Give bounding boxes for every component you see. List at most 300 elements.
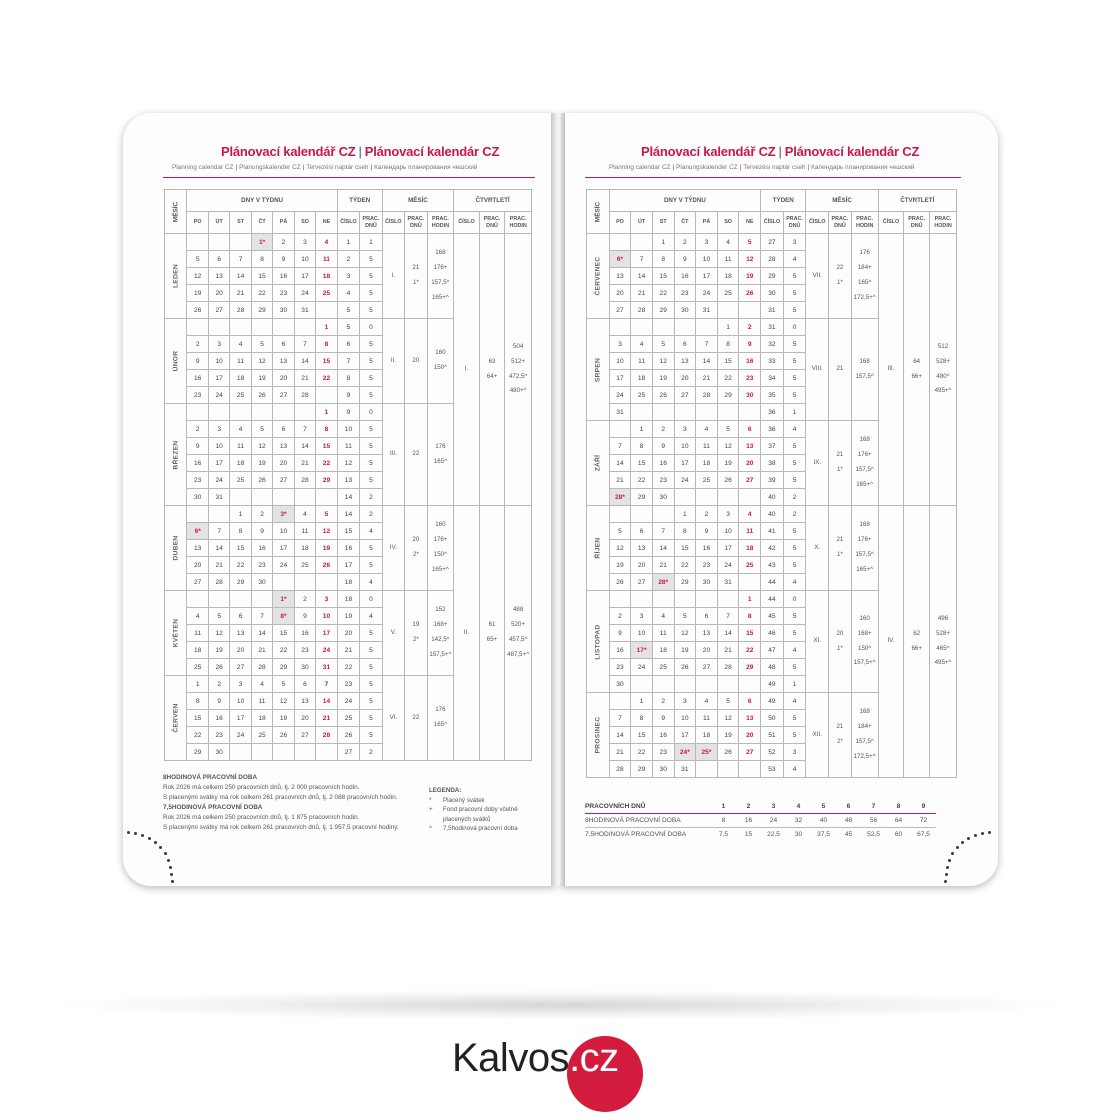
day-cell: 6 — [739, 693, 761, 710]
quarter-roman: II. — [454, 506, 480, 761]
day-cell: 20 — [631, 557, 653, 574]
day-cell: 13 — [294, 693, 315, 710]
day-cell: 18 — [717, 268, 739, 285]
week-number: 16 — [337, 540, 359, 557]
day-cell — [316, 574, 338, 591]
month-roman: VI. — [382, 676, 404, 761]
summary-value: 45 — [844, 831, 853, 838]
day-cell: 17 — [717, 540, 739, 557]
day-cell: 28 — [609, 761, 631, 778]
day-cell: 19 — [251, 455, 272, 472]
week-number: 5 — [337, 302, 359, 319]
day-cell: 8 — [187, 693, 208, 710]
value: 528+ — [936, 357, 950, 365]
day-cell: 12 — [273, 693, 294, 710]
summary-col: 4 — [786, 800, 811, 814]
logo-name: Kalvos — [452, 1036, 570, 1080]
week-work-days: 0 — [783, 319, 806, 336]
day-cell — [717, 404, 739, 421]
day-cell: 7 — [230, 251, 251, 268]
day-cell: 25 — [696, 472, 718, 489]
day-cell: 17 — [316, 625, 338, 642]
day-cell: 11 — [187, 625, 208, 642]
day-cell: 29 — [739, 659, 761, 676]
header-month-group: MĚSÍC — [382, 190, 454, 212]
value: 176 — [859, 249, 870, 257]
day-cell: 10 — [696, 251, 718, 268]
right-page-title: Plánovací kalendář CZ | Plánovací kalendár CZ — [641, 144, 920, 159]
day-cell — [739, 676, 761, 693]
value: 168 — [859, 357, 870, 365]
day-cell: 8 — [674, 523, 696, 540]
summary-col: 5 — [811, 800, 836, 814]
header-day-út: ÚT — [208, 212, 229, 234]
header-day-so: SO — [294, 212, 315, 234]
day-cell: 14 — [294, 353, 315, 370]
open-calendar-book — [123, 113, 998, 888]
week-number: 30 — [761, 285, 784, 302]
day-cell: 20 — [208, 285, 229, 302]
day-cell: 26 — [273, 727, 294, 744]
day-cell: 24 — [717, 557, 739, 574]
week-work-days: 5 — [783, 302, 806, 319]
value: 20 — [412, 356, 420, 364]
day-cell: 22 — [187, 727, 208, 744]
summary-row-label: 8HODINOVÁ PRACOVNÍ DOBA — [585, 814, 711, 828]
month-hours — [851, 591, 878, 693]
day-cell: 13 — [739, 710, 761, 727]
day-cell: 14 — [609, 455, 631, 472]
value: 165^ — [433, 457, 448, 465]
week-work-days: 1 — [783, 404, 806, 421]
week-number: 14 — [337, 506, 359, 523]
day-cell: 31 — [674, 761, 696, 778]
header-sub-2: ČÍSLO — [382, 212, 404, 234]
day-cell — [717, 302, 739, 319]
summary-col: 2 — [736, 800, 761, 814]
day-cell: 14 — [631, 268, 653, 285]
day-cell: 22 — [631, 744, 653, 761]
right-title-rule — [585, 177, 961, 178]
value: 165^ — [858, 279, 872, 286]
day-cell: 13 — [739, 438, 761, 455]
day-cell: 19 — [717, 727, 739, 744]
day-cell: 31 — [696, 302, 718, 319]
day-cell: 9 — [187, 353, 208, 370]
kalvos-logo[interactable] — [452, 1036, 619, 1081]
week-number: 35 — [761, 387, 784, 404]
week-work-days: 5 — [360, 387, 382, 404]
notes-8h-line1: Rok 2026 má celkem 250 pracovních dnů, tj. 2 000 pracovních hodin. — [163, 784, 360, 791]
week-work-days: 5 — [360, 421, 382, 438]
day-cell: 19 — [273, 710, 294, 727]
month-label: LISTOPAD — [587, 591, 610, 693]
day-cell — [187, 591, 208, 608]
month-roman: IV. — [382, 506, 404, 591]
summary-col: 3 — [761, 800, 786, 814]
week-number: 15 — [337, 523, 359, 540]
day-cell: 22 — [717, 370, 739, 387]
value: 1* — [836, 466, 843, 473]
week-number: 1 — [337, 234, 359, 251]
day-cell: 10 — [631, 625, 653, 642]
week-work-days: 5 — [783, 710, 806, 727]
day-cell: 2 — [187, 421, 208, 438]
day-cell — [273, 404, 294, 421]
value: 487,5+^ — [507, 650, 530, 658]
day-cell: 28 — [208, 574, 229, 591]
quarter-work-days — [479, 506, 505, 761]
week-number: 2 — [337, 251, 359, 268]
day-cell: 27 — [739, 472, 761, 489]
summary-value: 37,5 — [817, 831, 830, 838]
value: 165+^ — [856, 565, 874, 573]
summary-row-label: 7,5HODINOVÁ PRACOVNÍ DOBA — [585, 831, 687, 838]
month-hours — [427, 591, 454, 676]
day-cell: 5 — [652, 336, 674, 353]
day-cell: 13 — [187, 540, 208, 557]
day-cell: 29 — [674, 574, 696, 591]
day-cell: 12 — [652, 353, 674, 370]
week-number: 36 — [761, 421, 784, 438]
summary-value: 32 — [786, 814, 811, 828]
day-cell: 9 — [251, 523, 272, 540]
notes-8h-title: 8HODINOVÁ PRACOVNÍ DOBA — [163, 774, 258, 781]
day-cell: 6 — [273, 421, 294, 438]
day-cell: 12 — [187, 268, 208, 285]
day-cell: 7 — [631, 251, 653, 268]
value: 157,5^ — [855, 372, 874, 380]
day-cell: 23 — [273, 285, 294, 302]
day-cell: 27 — [294, 727, 315, 744]
day-cell: 15 — [316, 353, 338, 370]
day-cell: 30 — [696, 574, 718, 591]
day-cell: 7 — [696, 336, 718, 353]
day-cell: 10 — [674, 438, 696, 455]
day-cell: 3 — [674, 421, 696, 438]
value: 160 — [859, 614, 870, 622]
value: 168+ — [433, 621, 448, 629]
day-cell: 17 — [696, 268, 718, 285]
week-number: 51 — [761, 727, 784, 744]
week-work-days: 5 — [360, 251, 382, 268]
day-cell: 17 — [208, 370, 229, 387]
day-cell — [316, 387, 338, 404]
day-cell: 20 — [674, 370, 696, 387]
day-cell — [230, 319, 251, 336]
day-cell: 25 — [316, 285, 338, 302]
day-cell: 21 — [696, 370, 718, 387]
day-cell: 31 — [609, 404, 631, 421]
day-cell: 29 — [652, 302, 674, 319]
day-cell: 21 — [609, 472, 631, 489]
day-cell — [609, 591, 631, 608]
week-work-days: 2 — [360, 506, 382, 523]
week-work-days: 0 — [360, 591, 382, 608]
week-number: 23 — [337, 676, 359, 693]
header-day-čt: ČT — [674, 212, 696, 234]
day-cell: 18 — [631, 370, 653, 387]
summary-col: 8 — [886, 800, 911, 814]
header-day-pá: PÁ — [273, 212, 294, 234]
day-cell: 27 — [631, 574, 653, 591]
value: 157,5^ — [855, 738, 874, 745]
header-month: MĚSÍC — [587, 190, 610, 234]
day-cell: 12 — [674, 625, 696, 642]
week-work-days: 4 — [783, 642, 806, 659]
day-cell: 6 — [739, 421, 761, 438]
day-cell: 10 — [230, 693, 251, 710]
value: 2* — [412, 551, 419, 558]
day-cell: 10 — [674, 710, 696, 727]
week-number: 9 — [337, 387, 359, 404]
day-cell — [739, 489, 761, 506]
day-cell: 2 — [251, 506, 272, 523]
day-cell: 21 — [294, 455, 315, 472]
day-cell: 17 — [273, 540, 294, 557]
header-sub-7: PRAC. HODIN — [930, 212, 957, 234]
day-cell — [316, 489, 338, 506]
day-cell: 15 — [187, 710, 208, 727]
day-cell: 29 — [187, 744, 208, 761]
work-hours-summary-table — [585, 800, 936, 841]
value: 504 — [512, 342, 524, 350]
month-label: ZÁŘÍ — [587, 421, 610, 506]
week-number: 33 — [761, 353, 784, 370]
header-sub-5: ČÍSLO — [878, 212, 904, 234]
day-cell: 2 — [208, 676, 229, 693]
value: 160 — [435, 521, 446, 529]
day-cell: 28 — [294, 387, 315, 404]
day-cell — [696, 676, 718, 693]
week-number: 34 — [761, 370, 784, 387]
day-cell: 2 — [187, 336, 208, 353]
day-cell: 4 — [631, 336, 653, 353]
day-cell: 13 — [273, 438, 294, 455]
week-work-days: 3 — [783, 744, 806, 761]
summary-value: 8 — [711, 814, 736, 828]
day-cell — [739, 761, 761, 778]
week-work-days: 4 — [360, 608, 382, 625]
day-cell: 11 — [230, 353, 251, 370]
day-cell: 31 — [316, 659, 338, 676]
month-work-days — [829, 319, 852, 421]
day-cell: 8 — [230, 523, 251, 540]
day-cell: 25 — [652, 659, 674, 676]
day-cell: 7 — [609, 710, 631, 727]
day-cell — [717, 591, 739, 608]
day-cell — [230, 744, 251, 761]
day-cell: 15 — [674, 540, 696, 557]
day-cell: 16 — [609, 642, 631, 659]
month-roman: IX. — [806, 421, 829, 506]
day-cell: 27 — [230, 659, 251, 676]
week-work-days: 5 — [360, 268, 382, 285]
week-work-days: 4 — [783, 421, 806, 438]
legend-item: placených svátků — [443, 815, 491, 823]
summary-value: 60 — [894, 831, 903, 838]
day-cell: 30 — [652, 489, 674, 506]
day-cell: 8 — [717, 336, 739, 353]
header-day-st: ST — [230, 212, 251, 234]
week-number: 41 — [761, 523, 784, 540]
day-cell: 8 — [316, 421, 338, 438]
day-cell: 16 — [251, 540, 272, 557]
day-cell: 11 — [251, 693, 272, 710]
value: 157,5+^ — [429, 650, 452, 658]
day-cell: 9 — [187, 438, 208, 455]
left-title-rule — [163, 177, 535, 178]
calendar-week-row — [587, 506, 957, 523]
day-cell: 5 — [316, 506, 338, 523]
day-cell: 15 — [652, 268, 674, 285]
legend-item: + Fond pracovní doby včetně — [429, 806, 518, 813]
day-cell: 22 — [674, 557, 696, 574]
day-cell: 11 — [739, 523, 761, 540]
day-cell: 7 — [609, 438, 631, 455]
value: 495+^ — [934, 659, 952, 667]
day-cell: 15 — [316, 438, 338, 455]
week-work-days: 5 — [360, 336, 382, 353]
day-cell: 10 — [208, 353, 229, 370]
day-cell — [187, 506, 208, 523]
day-cell: 25 — [294, 557, 315, 574]
day-cell: 18 — [187, 642, 208, 659]
value: 165^ — [433, 721, 448, 728]
quarter-roman: I. — [454, 234, 480, 506]
month-label: ČERVEN — [165, 676, 187, 761]
day-cell: 17 — [230, 710, 251, 727]
day-cell: 17 — [609, 370, 631, 387]
day-cell — [609, 319, 631, 336]
day-cell: 5 — [674, 608, 696, 625]
day-cell — [273, 574, 294, 591]
value: 184+ — [857, 264, 872, 272]
day-cell: 26 — [208, 659, 229, 676]
week-work-days: 4 — [783, 574, 806, 591]
day-cell: 4 — [696, 693, 718, 710]
header-month: MĚSÍC — [165, 190, 187, 234]
day-cell: 7 — [294, 421, 315, 438]
day-cell: 14 — [230, 268, 251, 285]
day-cell: 19 — [652, 370, 674, 387]
day-cell: 4 — [739, 506, 761, 523]
day-cell: 20 — [273, 370, 294, 387]
day-cell: 25 — [251, 727, 272, 744]
week-work-days: 5 — [783, 472, 806, 489]
day-cell: 23 — [187, 387, 208, 404]
header-day-so: SO — [717, 212, 739, 234]
day-cell: 4 — [717, 234, 739, 251]
day-cell: 11 — [631, 353, 653, 370]
day-cell: 18 — [316, 268, 338, 285]
value: 184+ — [857, 723, 872, 731]
day-cell — [652, 404, 674, 421]
week-number: 11 — [337, 438, 359, 455]
header-sub-1: PRAC. DNŮ — [783, 212, 806, 234]
header-sub-6: PRAC. DNŮ — [904, 212, 930, 234]
month-roman: X. — [806, 506, 829, 591]
month-hours — [427, 506, 454, 591]
day-cell: 16 — [674, 268, 696, 285]
day-cell — [652, 319, 674, 336]
value: 176 — [435, 706, 446, 714]
day-cell: 25 — [230, 472, 251, 489]
day-cell: 30 — [609, 676, 631, 693]
day-cell — [230, 234, 251, 251]
week-number: 47 — [761, 642, 784, 659]
notes-75h-title: 7,5HODINOVÁ PRACOVNÍ DOBA — [163, 804, 263, 811]
day-cell — [187, 404, 208, 421]
header-day-čt: ČT — [251, 212, 272, 234]
summary-col: 9 — [911, 800, 936, 814]
day-cell: 24 — [631, 659, 653, 676]
week-work-days: 4 — [783, 251, 806, 268]
value: 21 — [836, 536, 844, 544]
day-cell: 15 — [631, 727, 653, 744]
day-cell: 1 — [316, 319, 338, 336]
day-cell: 4 — [696, 421, 718, 438]
day-cell: 26 — [717, 472, 739, 489]
notes-75h-line1: Rok 2026 má celkem 250 pracovních dnů, tj. 1 875 pracovních hodin. — [163, 814, 360, 821]
day-cell: 27 — [273, 472, 294, 489]
week-work-days: 0 — [360, 319, 382, 336]
day-cell: 20 — [273, 455, 294, 472]
week-work-days: 5 — [783, 523, 806, 540]
day-cell: 26 — [674, 659, 696, 676]
week-work-days: 3 — [783, 234, 806, 251]
week-number: 20 — [337, 625, 359, 642]
week-number: 8 — [337, 370, 359, 387]
month-roman: V. — [382, 591, 404, 676]
day-cell: 15 — [631, 455, 653, 472]
day-cell: 20 — [696, 642, 718, 659]
day-cell: 11 — [717, 251, 739, 268]
week-number: 40 — [761, 489, 784, 506]
week-work-days: 4 — [783, 693, 806, 710]
day-cell: 11 — [230, 438, 251, 455]
value: 168+ — [857, 629, 872, 637]
day-cell: 5 — [208, 608, 229, 625]
day-cell: 7 — [294, 336, 315, 353]
header-quarter: ČTVRTLETÍ — [878, 190, 956, 212]
day-cell: 5 — [717, 421, 739, 438]
day-cell: 15 — [717, 353, 739, 370]
quarter-hours — [930, 234, 957, 506]
day-cell: 25 — [631, 387, 653, 404]
legend-item: * Placený svátek — [429, 796, 485, 804]
week-number: 9 — [337, 404, 359, 421]
value: 20 — [836, 629, 844, 637]
week-work-days: 5 — [360, 472, 382, 489]
day-cell — [609, 693, 631, 710]
day-cell: 10 — [208, 438, 229, 455]
day-cell: 6 — [294, 676, 315, 693]
day-cell: 1 — [674, 506, 696, 523]
week-number: 27 — [337, 744, 359, 761]
summary-value: 67,5 — [917, 831, 930, 838]
day-cell: 2 — [652, 693, 674, 710]
month-work-days — [829, 591, 852, 693]
day-cell — [294, 404, 315, 421]
day-cell: 5 — [739, 234, 761, 251]
week-work-days: 5 — [783, 370, 806, 387]
week-work-days: 2 — [783, 506, 806, 523]
header-sub-5: ČÍSLO — [454, 212, 480, 234]
day-cell: 3 — [208, 336, 229, 353]
day-cell: 5 — [251, 421, 272, 438]
day-cell: 17 — [294, 268, 315, 285]
